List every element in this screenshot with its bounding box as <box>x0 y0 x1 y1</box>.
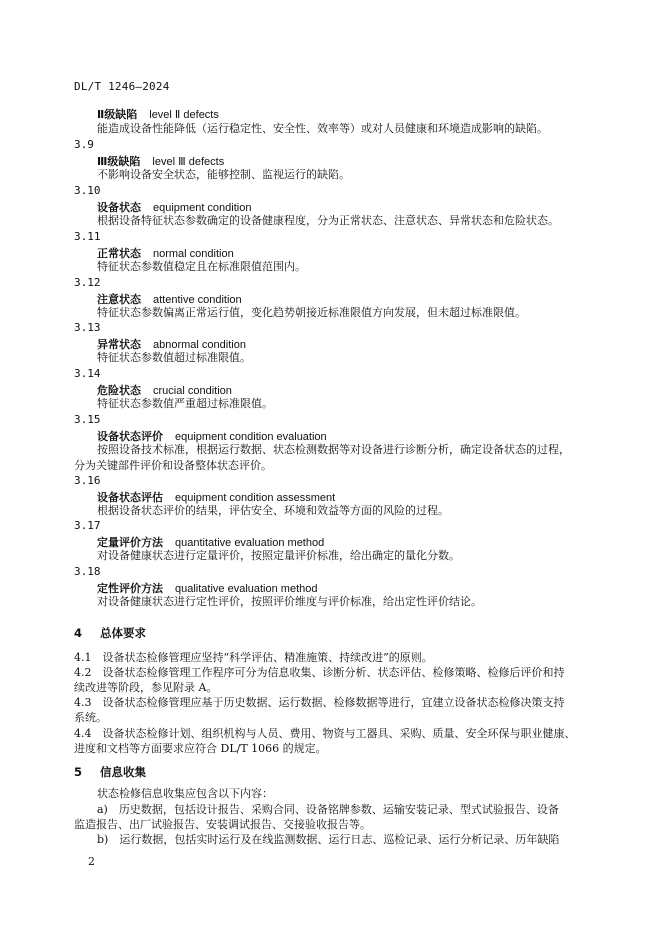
term-number: 3.12 <box>74 276 101 289</box>
term-number: 3.16 <box>74 474 101 487</box>
list-item: a) 历史数据，包括设计报告、采购合同、设备铭牌参数、运输安装记录、型式试验报告、设备 <box>97 803 559 816</box>
term-definition: 按照设备技术标准，根据运行数据、状态检测数据等对设备进行诊断分析，确定设备状态的过程， <box>97 443 570 456</box>
term-zh: 设备状态评估 <box>97 491 163 504</box>
page-number: 2 <box>88 855 95 868</box>
section-title: 总体要求 <box>100 626 147 640</box>
term-definition: 能造成设备性能降低（运行稳定性、安全性、效率等）或对人员健康和环境造成影响的缺陷。 <box>97 122 548 135</box>
section-intro: 状态检修信息收集应包含以下内容： <box>97 787 273 800</box>
clause-paragraph: 4.1 设备状态检修管理应坚持“科学评估、精准施策、持续改进”的原则。 <box>74 651 433 664</box>
section-number: 4 <box>74 626 83 640</box>
section-heading <box>74 625 146 641</box>
term-definition: 不影响设备安全状态，能够控制、监视运行的缺陷。 <box>97 168 350 181</box>
term-number: 3.17 <box>74 519 101 532</box>
term-number: 3.10 <box>74 184 101 197</box>
term-zh: 定性评价方法 <box>97 582 163 595</box>
term-zh: 定量评价方法 <box>97 536 163 549</box>
term-title <box>97 428 327 444</box>
clause-paragraph: 4.3 设备状态检修管理应基于历史数据、运行数据、检修数据等进行，宜建立设备状态检修决策支持 <box>74 696 565 709</box>
term-zh: 注意状态 <box>97 293 141 306</box>
term-zh: 正常状态 <box>97 247 141 260</box>
term-title <box>97 489 335 505</box>
term-definition: 根据设备特征状态参数确定的设备健康程度，分为正常状态、注意状态、异常状态和危险状态。 <box>97 214 559 227</box>
clause-paragraph: 4.2 设备状态检修管理工作程序可分为信息收集、诊断分析、状态评估、检修策略、检修后评价和持 <box>74 666 565 679</box>
term-zh: 设备状态评价 <box>97 430 163 443</box>
term-en: level Ⅲ defects <box>152 156 225 168</box>
term-zh: Ⅲ级缺陷 <box>97 155 141 168</box>
clause-paragraph-continued: 进度和文档等方面要求应符合 DL/T 1066 的规定。 <box>74 742 327 755</box>
term-definition: 根据设备状态评价的结果，评估安全、环境和效益等方面的风险的过程。 <box>97 504 449 517</box>
section-number: 5 <box>74 765 83 779</box>
term-definition: 对设备健康状态进行定性评价，按照评价维度与评价标准，给出定性评价结论。 <box>97 595 482 608</box>
term-en: equipment condition assessment <box>175 492 336 504</box>
term-definition-continued: 分为关键部件评价和设备整体状态评价。 <box>74 459 272 472</box>
term-definition: 特征状态参数值超过标准限值。 <box>97 351 251 364</box>
term-number: 3.15 <box>74 413 101 426</box>
term-title <box>97 291 242 307</box>
term-title <box>97 382 232 398</box>
standard-code: DL/T 1246—2024 <box>74 80 170 93</box>
term-title <box>97 336 246 352</box>
section-heading <box>74 764 146 780</box>
term-title <box>97 153 224 169</box>
term-zh: Ⅱ级缺陷 <box>97 108 138 121</box>
term-title <box>97 534 324 550</box>
term-en: quantitative evaluation method <box>175 537 325 549</box>
list-item: b) 运行数据，包括实时运行及在线监测数据、运行日志、巡检记录、运行分析记录、历年缺陷 <box>97 833 560 846</box>
term-title <box>97 199 251 215</box>
clause-paragraph: 4.4 设备状态检修计划、组织机构与人员、费用、物资与工器具、采购、质量、安全环保与职业健康、 <box>74 727 576 740</box>
term-en: level Ⅱ defects <box>149 109 219 121</box>
clause-paragraph-continued: 续改进等阶段，参见附录 A。 <box>74 681 218 694</box>
term-en: equipment condition <box>153 202 252 214</box>
term-definition: 特征状态参数值严重超过标准限值。 <box>97 397 273 410</box>
term-definition: 特征状态参数值稳定且在标准限值范围内。 <box>97 260 306 273</box>
term-number: 3.11 <box>74 230 101 243</box>
term-number: 3.18 <box>74 565 101 578</box>
term-en: attentive condition <box>153 294 242 306</box>
term-definition: 特征状态参数偏离正常运行值，变化趋势朝接近标准限值方向发展，但未超过标准限值。 <box>97 306 526 319</box>
clause-paragraph-continued: 系统。 <box>74 711 107 724</box>
term-number: 3.14 <box>74 367 101 380</box>
term-number: 3.13 <box>74 321 101 334</box>
term-title <box>97 245 234 261</box>
term-definition: 对设备健康状态进行定量评价，按照定量评价标准，给出确定的量化分数。 <box>97 549 460 562</box>
term-title <box>97 580 317 596</box>
section-title: 信息收集 <box>100 765 147 779</box>
term-en: abnormal condition <box>153 339 246 351</box>
term-en: normal condition <box>153 248 234 260</box>
term-zh: 设备状态 <box>97 201 141 214</box>
term-level-2-defects <box>97 106 219 122</box>
term-number: 3.9 <box>74 138 94 151</box>
term-en: equipment condition evaluation <box>175 431 327 443</box>
term-zh: 危险状态 <box>97 384 141 397</box>
term-en: qualitative evaluation method <box>175 583 318 595</box>
list-item-continued: 监造报告、出厂试验报告、安装调试报告、交接验收报告等。 <box>74 818 371 831</box>
term-zh: 异常状态 <box>97 338 141 351</box>
term-en: crucial condition <box>153 385 232 397</box>
